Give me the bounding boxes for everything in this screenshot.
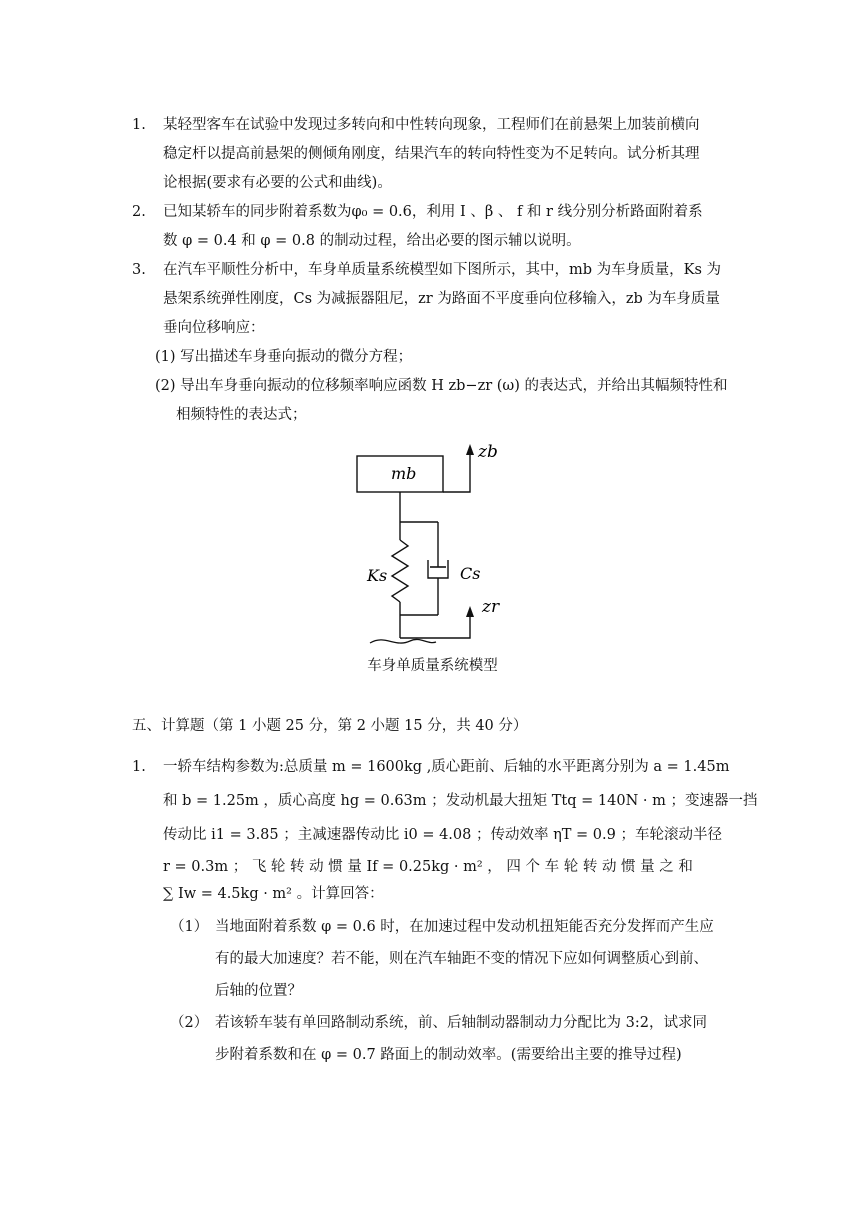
q3-number: 3. [132, 262, 146, 278]
calc1-line-1: 一轿车结构参数为:总质量 m = 1600kg ,质心距前、后轴的水平距离分别为 a = 1.45m [163, 759, 730, 775]
q2-number: 2. [132, 204, 146, 220]
zr-label: zr [482, 597, 500, 617]
road-profile [370, 639, 436, 643]
calc1-part2-label: （2） [170, 1015, 209, 1031]
calc1-part1-label: （1） [170, 919, 209, 935]
q1-line-1: 某轻型客车在试验中发现过多转向和中性转向现象，工程师们在前悬架上加装前横向 [163, 117, 700, 133]
q3-sub-2b: 相频特性的表达式； [176, 407, 307, 423]
zr-arrow-head [466, 606, 474, 617]
q1-line-2: 稳定杆以提高前悬架的侧倾角刚度，结果汽车的转向特性变为不足转向。试分析其理 [163, 146, 700, 162]
calc1-part1-line-3: 后轴的位置？ [215, 983, 302, 999]
spring [392, 540, 408, 602]
calc1-part2-line-2: 步附着系数和在 φ = 0.7 路面上的制动效率。(需要给出主要的推导过程) [215, 1047, 682, 1063]
calc1-line-5: ∑ Iw = 4.5kg · m² 。计算回答： [163, 886, 384, 902]
q3-sub-1: (1) 写出描述车身垂向振动的微分方程； [155, 349, 413, 365]
q3-line-3: 垂向位移响应： [163, 320, 265, 336]
q2-line-2: 数 φ = 0.4 和 φ = 0.8 的制动过程，给出必要的图示辅以说明。 [163, 233, 581, 249]
calc1-part1-line-1: 当地面附着系数 φ = 0.6 时，在加速过程中发动机扭矩能否充分发挥而产生应 [215, 919, 714, 935]
section-5-title: 五、计算题（第 1 小题 25 分，第 2 小题 15 分，共 40 分） [132, 718, 528, 734]
q1-number: 1. [132, 117, 146, 133]
zr-arrow-line [400, 614, 470, 638]
mass-label: mb [391, 464, 417, 483]
q1-line-3: 论根据(要求有必要的公式和曲线)。 [163, 175, 392, 191]
calc1-part1-line-2: 有的最大加速度？若不能，则在汽车轴距不变的情况下应如何调整质心到前、 [215, 951, 708, 967]
spring-label: Ks [367, 566, 388, 585]
calc1-line-2: 和 b = 1.25m ，质心高度 hg = 0.63m ；发动机最大扭矩 Ttq = 140N · m ；变速器一挡 [163, 793, 758, 809]
zb-arrow-head [466, 444, 474, 455]
calc1-part2-line-1: 若该轿车装有单回路制动系统，前、后轴制动器制动力分配比为 3:2，试求同 [215, 1015, 707, 1031]
q3-sub-2a: (2) 导出车身垂向振动的位移频率响应函数 H zb−zr (ω) 的表达式，并给出其幅频特性和 [155, 378, 728, 394]
q2-line-1: 已知某轿车的同步附着系数为φ₀ = 0.6，利用 I 、β 、 f 和 r 线分别分析路面附着系 [163, 204, 703, 220]
damper-label: Cs [460, 564, 481, 583]
calc1-line-4: r = 0.3m ； 飞 轮 转 动 惯 量 If = 0.25kg · m² ， 四 个 车 轮 转 动 惯 量 之 和 [163, 859, 693, 875]
q3-line-1: 在汽车平顺性分析中，车身单质量系统模型如下图所示，其中，mb 为车身质量，Ks 为 [163, 262, 722, 278]
figure-caption: 车身单质量系统模型 [367, 658, 498, 674]
zb-label: zb [478, 442, 498, 462]
zb-arrow-line [443, 452, 470, 492]
q3-line-2: 悬架系统弹性刚度，Cs 为减振器阻尼，zr 为路面不平度垂向位移输入，zb 为车身质量 [163, 291, 720, 307]
calc1-line-3: 传动比 i1 = 3.85 ；主减速器传动比 i0 = 4.08 ；传动效率 ηT = 0.9 ；车轮滚动半径 [163, 827, 722, 843]
calc1-number: 1. [132, 759, 146, 775]
